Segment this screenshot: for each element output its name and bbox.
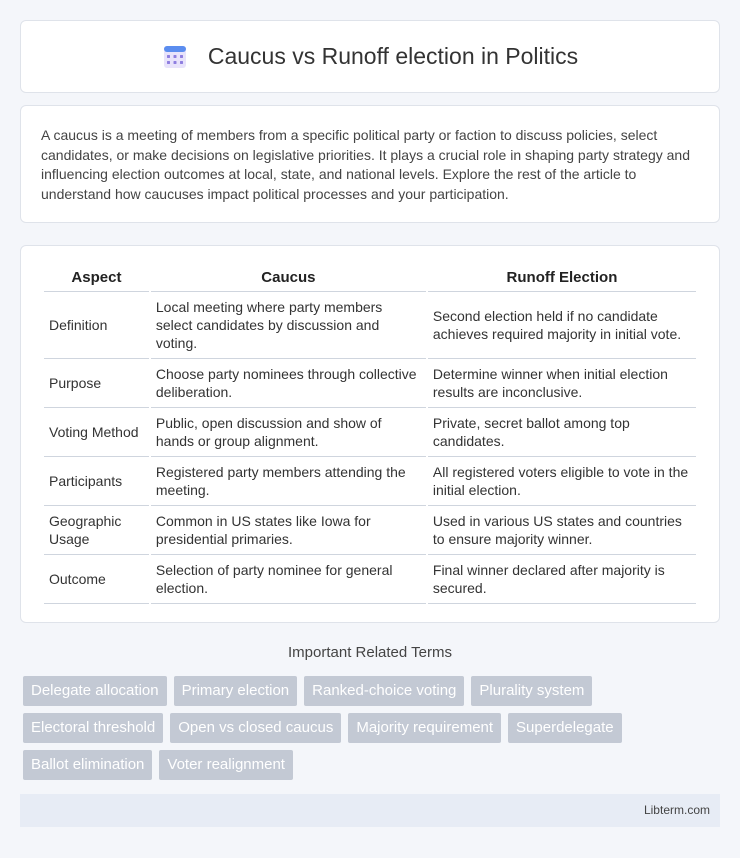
table-row — [44, 408, 696, 457]
tag-delegate-allocation[interactable]: Delegate allocation — [23, 676, 167, 706]
comparison-table-card — [20, 245, 720, 623]
intro-card — [20, 105, 720, 223]
intro-text: A caucus is a meeting of members from a specific political party or faction to discuss policies, select candidates, or make decisions on legislative priorities. It plays a crucial role in shaping party strategy and influencing election outcomes at local, state, and national levels. Explore the rest of the article to understand how caucuses impact political processes and your participation. — [41, 127, 690, 202]
cell-runoff: Second election held if no candidate achieves required majority in initial vote. — [428, 292, 696, 359]
related-terms-title: Important Related Terms — [288, 644, 452, 661]
cell-caucus: Common in US states like Iowa for presidential primaries. — [151, 506, 426, 555]
cell-caucus: Selection of party nominee for general election. — [151, 555, 426, 604]
footer-site-link[interactable]: Libterm.com — [643, 803, 710, 817]
cell-aspect: Geographic Usage — [44, 506, 149, 555]
cell-caucus: Choose party nominees through collective deliberation. — [151, 359, 426, 408]
tag-majority-requirement[interactable]: Majority requirement — [348, 713, 501, 743]
footer — [20, 794, 720, 827]
cell-aspect: Definition — [44, 292, 149, 359]
tag-ranked-choice-voting[interactable]: Ranked-choice voting — [304, 676, 464, 706]
tag-voter-realignment[interactable]: Voter realignment — [159, 750, 293, 780]
cell-runoff: All registered voters eligible to vote in the initial election. — [428, 457, 696, 506]
table-row — [44, 292, 696, 359]
tag-open-vs-closed-caucus[interactable]: Open vs closed caucus — [170, 713, 341, 743]
tag-ballot-elimination[interactable]: Ballot elimination — [23, 750, 152, 780]
cell-aspect: Voting Method — [44, 408, 149, 457]
cell-aspect: Purpose — [44, 359, 149, 408]
tag-row — [23, 750, 723, 780]
cell-caucus: Registered party members attending the meeting. — [151, 457, 426, 506]
page-title: Caucus vs Runoff election in Politics — [207, 43, 579, 69]
tag-plurality-system[interactable]: Plurality system — [471, 676, 592, 706]
tag-primary-election[interactable]: Primary election — [174, 676, 298, 706]
cell-caucus: Local meeting where party members select candidates by discussion and voting. — [151, 292, 426, 359]
table-row — [44, 359, 696, 408]
header-runoff: Runoff Election — [428, 264, 696, 292]
comparison-table — [42, 264, 698, 604]
related-terms-tags — [23, 676, 723, 787]
header-caucus: Caucus — [151, 264, 426, 292]
table-row — [44, 555, 696, 604]
cell-aspect: Outcome — [44, 555, 149, 604]
tag-row — [23, 676, 723, 706]
table-row — [44, 457, 696, 506]
cell-runoff: Final winner declared after majority is secured. — [428, 555, 696, 604]
tag-row — [23, 713, 723, 743]
tag-superdelegate[interactable]: Superdelegate — [508, 713, 622, 743]
cell-runoff: Determine winner when initial election results are inconclusive. — [428, 359, 696, 408]
table-header-row — [44, 264, 696, 292]
cell-runoff: Used in various US states and countries to ensure majority winner. — [428, 506, 696, 555]
header-card — [20, 20, 720, 93]
cell-runoff: Private, secret ballot among top candidates. — [428, 408, 696, 457]
table-grid-icon — [162, 44, 188, 70]
table-row — [44, 506, 696, 555]
tag-electoral-threshold[interactable]: Electoral threshold — [23, 713, 163, 743]
cell-caucus: Public, open discussion and show of hands or group alignment. — [151, 408, 426, 457]
header-aspect: Aspect — [44, 264, 149, 292]
cell-aspect: Participants — [44, 457, 149, 506]
